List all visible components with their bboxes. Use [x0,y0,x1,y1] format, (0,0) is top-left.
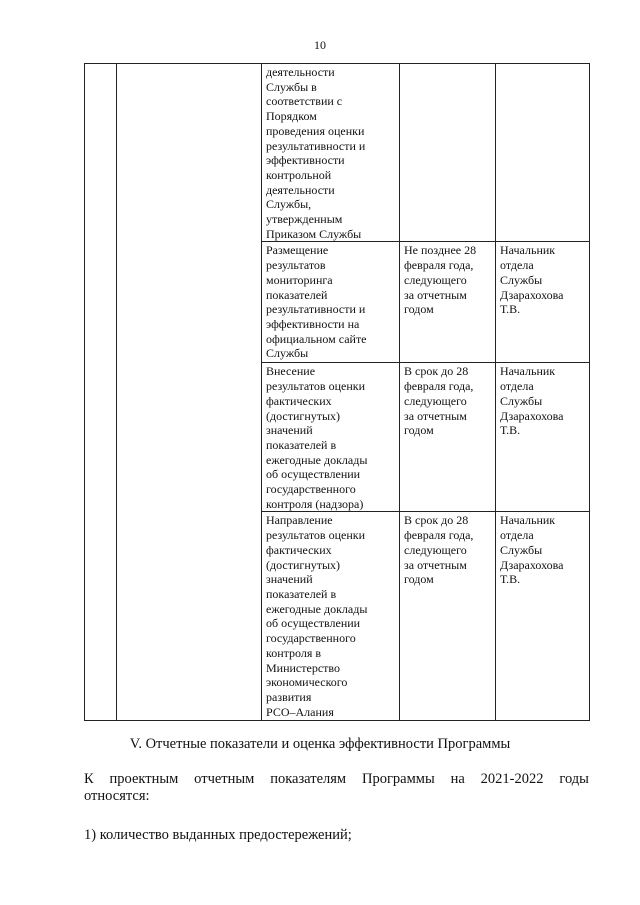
list-item-1: 1) количество выданных предостережений; [84,827,352,843]
intro-paragraph [84,771,589,805]
intro-word: проектным [109,771,179,787]
intro-word: показателям [270,771,347,787]
plan-table [84,63,590,721]
intro-word: К [84,771,94,787]
intro-first-line [84,771,589,788]
table-cell-responsible: Начальник отдела Службы Дзарахохова Т.В. [496,242,590,363]
table-cell-area [117,64,262,721]
intro-word: отчетным [194,771,255,787]
intro-word: Программы [361,771,435,787]
table-cell-action: деятельности Службы в соответствии с Порядком проведения оценки результативности и эффективности контрольной деятельности Службы, утвержденным Приказом Службы [262,64,400,242]
intro-word: на [450,771,465,787]
table-cell-deadline [400,64,496,242]
section-heading: V. Отчетные показатели и оценка эффективности Программы [129,736,511,752]
table-cell-action: Внесение результатов оценки фактических (достигнутых) значений показателей в ежегодные доклады об осуществлении государственного контроля (надзора) [262,363,400,512]
intro-word: годы [559,771,589,787]
intro-second-line: относятся: [84,788,150,804]
table-row [85,64,590,242]
table-cell-responsible [496,64,590,242]
table-cell-responsible: Начальник отдела Службы Дзарахохова Т.В. [496,512,590,721]
table-cell-deadline: Не позднее 28 февраля года, следующего за отчетным годом [400,242,496,363]
table-cell-responsible: Начальник отдела Службы Дзарахохова Т.В. [496,363,590,512]
table-cell-deadline: В срок до 28 февраля года, следующего за отчетным годом [400,512,496,721]
table-cell-action: Размещение результатов мониторинга показателей результативности и эффективности на официальном сайте Службы [262,242,400,363]
table-cell-action: Направление результатов оценки фактических (достигнутых) значений показателей в ежегодные доклады об осуществлении государственного контроля в Министерство экономического развития РСО–Алания [262,512,400,721]
page-number: 10 [314,38,326,52]
table-cell-number [85,64,117,721]
intro-word: 2021-2022 [480,771,544,787]
table-cell-deadline: В срок до 28 февраля года, следующего за отчетным годом [400,363,496,512]
